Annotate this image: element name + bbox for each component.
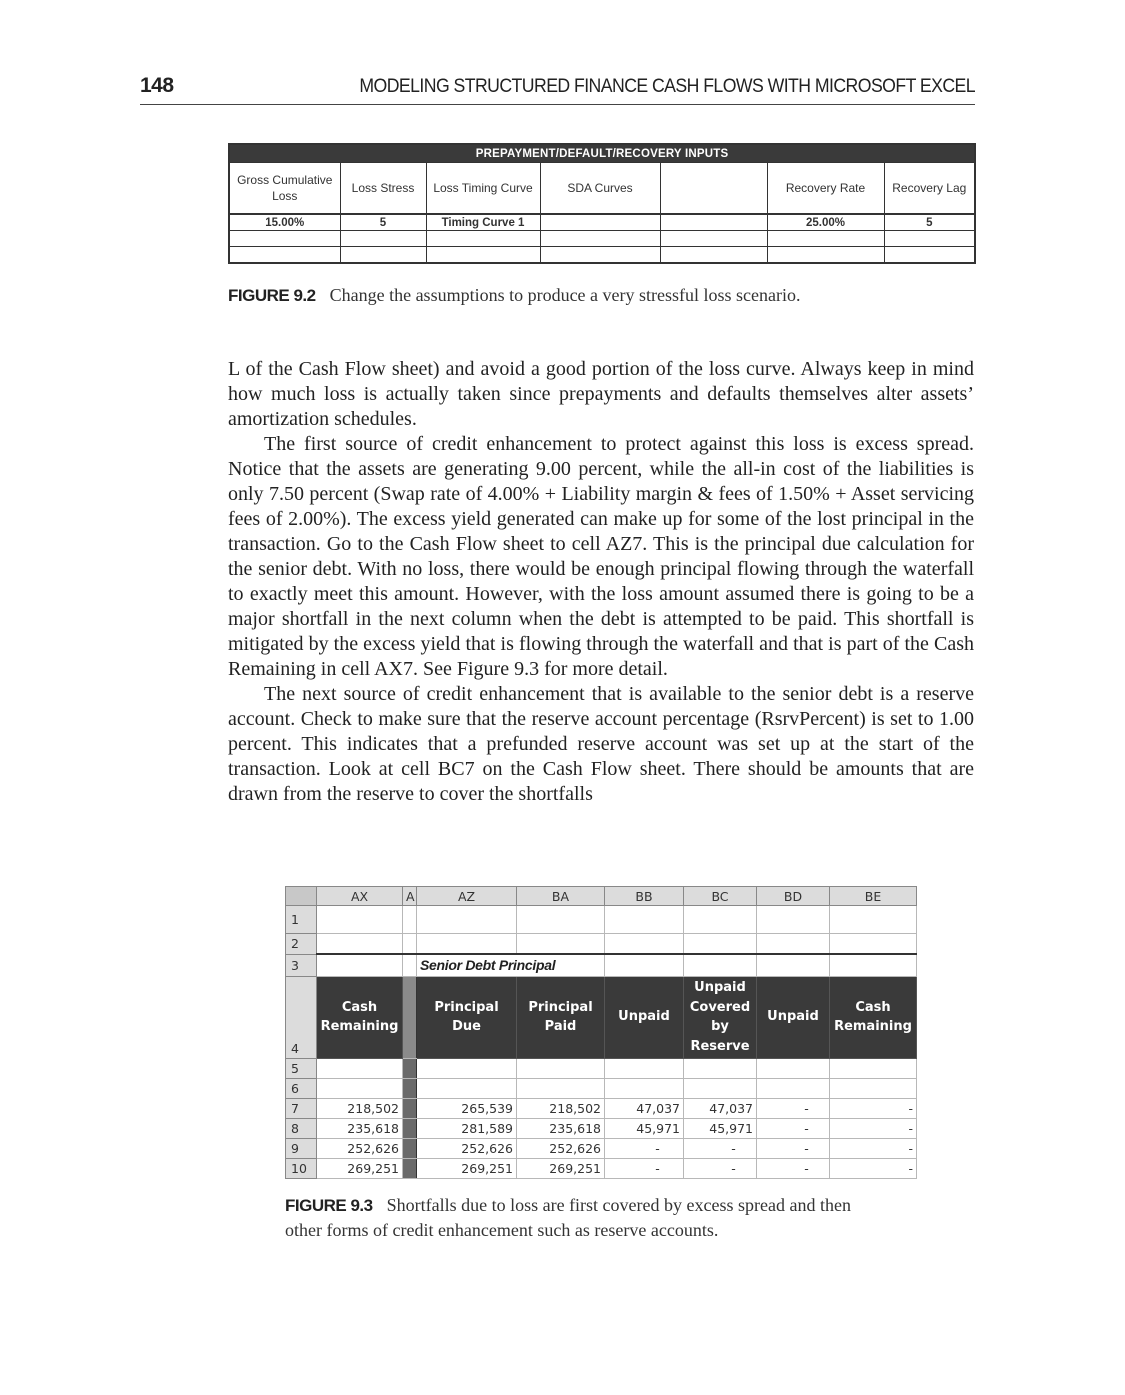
cell[interactable] xyxy=(317,906,403,934)
cell[interactable] xyxy=(757,1058,830,1078)
row-number[interactable]: 8 xyxy=(286,1118,317,1138)
header-unpaid-after-reserve[interactable]: Unpaid xyxy=(757,976,830,1058)
cell-unpaid-covered[interactable]: - xyxy=(684,1158,757,1178)
cell[interactable] xyxy=(684,1078,757,1098)
cell-unpaid[interactable]: 45,971 xyxy=(605,1118,684,1138)
cell[interactable] xyxy=(830,906,917,934)
cell-cash-remaining-after[interactable]: - xyxy=(830,1098,917,1118)
cell[interactable] xyxy=(605,934,684,955)
header-recovery-rate: Recovery Rate xyxy=(767,163,884,215)
figure-9-2-label: FIGURE 9.2 xyxy=(228,286,316,305)
column-header-bc[interactable]: BC xyxy=(684,887,757,906)
cell-principal-due[interactable]: 281,589 xyxy=(417,1118,517,1138)
table-row xyxy=(286,1098,917,1118)
cell[interactable] xyxy=(417,906,517,934)
header-principal-due[interactable]: Principal Due xyxy=(417,976,517,1058)
header-principal-paid[interactable]: Principal Paid xyxy=(517,976,605,1058)
cell-cash-remaining[interactable]: 218,502 xyxy=(317,1098,403,1118)
cell-cash-remaining-after[interactable]: - xyxy=(830,1118,917,1138)
value-loss-timing-curve: Timing Curve 1 xyxy=(426,214,540,231)
cell[interactable] xyxy=(830,954,917,976)
column-separator xyxy=(403,1098,417,1118)
sheet-corner[interactable] xyxy=(286,887,317,906)
cell[interactable] xyxy=(757,906,830,934)
column-header-ba[interactable]: BA xyxy=(517,887,605,906)
value-loss-stress: 5 xyxy=(340,214,426,231)
cell[interactable] xyxy=(403,906,417,934)
column-header-bd[interactable]: BD xyxy=(757,887,830,906)
row-number[interactable]: 3 xyxy=(286,954,317,976)
cell[interactable] xyxy=(517,1058,605,1078)
figure-9-2-caption-text: Change the assumptions to produce a very stressful loss scenario. xyxy=(329,285,801,305)
cell-cash-remaining[interactable]: 269,251 xyxy=(317,1158,403,1178)
column-separator xyxy=(403,1118,417,1138)
page-number: 148 xyxy=(140,74,174,97)
cell-principal-due[interactable]: 269,251 xyxy=(417,1158,517,1178)
header-unpaid-covered-by-reserve[interactable]: Unpaid Covered by Reserve xyxy=(684,976,757,1058)
value-recovery-rate: 25.00% xyxy=(767,214,884,231)
cell-unpaid-after[interactable]: - xyxy=(757,1138,830,1158)
figure-9-3-label: FIGURE 9.3 xyxy=(285,1196,373,1215)
column-header-az[interactable]: AZ xyxy=(417,887,517,906)
cell[interactable] xyxy=(403,934,417,955)
cell-principal-paid[interactable]: 269,251 xyxy=(517,1158,605,1178)
value-recovery-lag: 5 xyxy=(884,214,975,231)
row-number[interactable]: 1 xyxy=(286,906,317,934)
cell[interactable] xyxy=(830,1058,917,1078)
cell[interactable] xyxy=(757,1078,830,1098)
cell[interactable] xyxy=(605,1078,684,1098)
prepayment-inputs-table xyxy=(228,143,976,264)
cell[interactable] xyxy=(684,934,757,955)
cell[interactable] xyxy=(417,1078,517,1098)
header-gross-cumulative-loss: Gross Cumulative Loss xyxy=(229,163,340,215)
cell[interactable] xyxy=(317,1078,403,1098)
cell-unpaid[interactable]: - xyxy=(605,1138,684,1158)
cell-cash-remaining[interactable]: 252,626 xyxy=(317,1138,403,1158)
cell[interactable] xyxy=(417,934,517,955)
row-number[interactable]: 9 xyxy=(286,1138,317,1158)
value-sda-curves xyxy=(540,214,660,231)
header-unpaid[interactable]: Unpaid xyxy=(605,976,684,1058)
row-number[interactable]: 6 xyxy=(286,1078,317,1098)
figure-9-2-caption xyxy=(228,285,801,306)
header-cash-remaining-after[interactable]: Cash Remaining xyxy=(830,976,917,1058)
paragraph: L of the Cash Flow sheet) and avoid a good portion of the loss curve. Always keep in mind how much loss is actually taken since prepayments and defaults themselves alter assets’ amortization schedules. xyxy=(228,358,974,430)
body-text xyxy=(228,357,974,807)
cell-unpaid-after[interactable]: - xyxy=(757,1118,830,1138)
cell-unpaid-covered[interactable]: 45,971 xyxy=(684,1118,757,1138)
cell[interactable] xyxy=(517,934,605,955)
row-number[interactable]: 5 xyxy=(286,1058,317,1078)
cell[interactable] xyxy=(317,934,403,955)
cell[interactable] xyxy=(757,954,830,976)
column-header-bb[interactable]: BB xyxy=(605,887,684,906)
figure-9-3-caption xyxy=(285,1193,851,1242)
cell[interactable] xyxy=(517,906,605,934)
cell-principal-paid[interactable]: 252,626 xyxy=(517,1138,605,1158)
column-header-ax[interactable]: AX xyxy=(317,887,403,906)
cell-unpaid-after[interactable]: - xyxy=(757,1158,830,1178)
column-separator xyxy=(403,1058,417,1078)
cell-unpaid[interactable]: 47,037 xyxy=(605,1098,684,1118)
header-rule xyxy=(140,104,975,105)
table-row xyxy=(286,1138,917,1158)
header-loss-stress: Loss Stress xyxy=(340,163,426,215)
column-separator xyxy=(403,1158,417,1178)
empty-row xyxy=(229,231,975,247)
cell-principal-due[interactable]: 265,539 xyxy=(417,1098,517,1118)
row-number[interactable]: 10 xyxy=(286,1158,317,1178)
table-row xyxy=(286,1158,917,1178)
column-separator xyxy=(403,1078,417,1098)
cell-unpaid-covered[interactable]: - xyxy=(684,1138,757,1158)
cell[interactable] xyxy=(403,954,417,976)
cell[interactable] xyxy=(317,954,403,976)
empty-row xyxy=(229,247,975,264)
cell[interactable] xyxy=(605,954,684,976)
cell[interactable] xyxy=(757,934,830,955)
section-title[interactable]: Senior Debt Principal xyxy=(417,954,605,976)
inputs-table-title: PREPAYMENT/DEFAULT/RECOVERY INPUTS xyxy=(229,144,975,163)
cell[interactable] xyxy=(317,1058,403,1078)
row-number[interactable]: 2 xyxy=(286,934,317,955)
cell-unpaid-after[interactable]: - xyxy=(757,1098,830,1118)
header-cash-remaining[interactable]: Cash Remaining xyxy=(317,976,403,1058)
column-separator xyxy=(403,976,417,1058)
cell[interactable] xyxy=(605,1058,684,1078)
header-loss-timing-curve: Loss Timing Curve xyxy=(426,163,540,215)
header-sda-curves: SDA Curves xyxy=(540,163,660,215)
cell-cash-remaining-after[interactable]: - xyxy=(830,1138,917,1158)
cell-principal-due[interactable]: 252,626 xyxy=(417,1138,517,1158)
table-row xyxy=(286,1118,917,1138)
value-gross-cumulative-loss: 15.00% xyxy=(229,214,340,231)
cell-cash-remaining[interactable]: 235,618 xyxy=(317,1118,403,1138)
column-header-be[interactable]: BE xyxy=(830,887,917,906)
cell[interactable] xyxy=(830,934,917,955)
column-separator xyxy=(403,1138,417,1158)
figure-9-3-caption-line2: other forms of credit enhancement such as reserve accounts. xyxy=(285,1220,719,1240)
row-number[interactable]: 7 xyxy=(286,1098,317,1118)
cell-cash-remaining-after[interactable]: - xyxy=(830,1158,917,1178)
cell[interactable] xyxy=(684,1058,757,1078)
row-number[interactable]: 4 xyxy=(286,976,317,1058)
cell[interactable] xyxy=(684,906,757,934)
column-header-ay[interactable]: A xyxy=(403,887,417,906)
header-blank xyxy=(660,163,767,215)
cell-unpaid[interactable]: - xyxy=(605,1158,684,1178)
figure-9-3-caption-line1: Shortfalls due to loss are first covered by excess spread and then xyxy=(386,1195,851,1215)
paragraph: The next source of credit enhancement that is available to the senior debt is a reserve account. Check to make sure that the reserve account percentage (RsrvPercent) is set to 1.00 percent. This indicates that a prefunded reserve account was set up at the start of the transaction. Look at cell BC7 on the Cash Flow sheet. There should be amounts that are drawn from the reserve to cover the shortfalls xyxy=(228,683,974,805)
cell-unpaid-covered[interactable]: 47,037 xyxy=(684,1098,757,1118)
value-blank xyxy=(660,214,767,231)
cell[interactable] xyxy=(605,906,684,934)
cell-principal-paid[interactable]: 235,618 xyxy=(517,1118,605,1138)
cell[interactable] xyxy=(830,1078,917,1098)
header-recovery-lag: Recovery Lag xyxy=(884,163,975,215)
cell[interactable] xyxy=(417,1058,517,1078)
paragraph: The first source of credit enhancement to protect against this loss is excess spread. Notice that the assets are generating 9.00 percent, while the all-in cost of the liabilities is only 7.50 percent (Swap rate of 4.00% + Liability margin & fees of 1.50% + Asset servicing fees of 2.00%). The excess yield generated can make up for some of the lost principal in the transaction. Go to the Cash Flow sheet to cell AZ7. This is the principal due calculation for the senior debt. With no loss, there would be enough principal flowing through the waterfall to exactly meet this amount. However, with the loss amount assumed there is going to be a major shortfall in the next column when the debt is attempted to be paid. This shortfall is mitigated by the excess yield that is flowing through the waterfall and that is part of the Cash Remaining in cell AX7. See Figure 9.3 for more detail. xyxy=(228,433,974,680)
cell[interactable] xyxy=(684,954,757,976)
running-head: MODELING STRUCTURED FINANCE CASH FLOWS WITH MICROSOFT EXCEL xyxy=(359,76,975,97)
cell-principal-paid[interactable]: 218,502 xyxy=(517,1098,605,1118)
cell[interactable] xyxy=(517,1078,605,1098)
senior-debt-principal-spreadsheet xyxy=(285,886,917,1179)
